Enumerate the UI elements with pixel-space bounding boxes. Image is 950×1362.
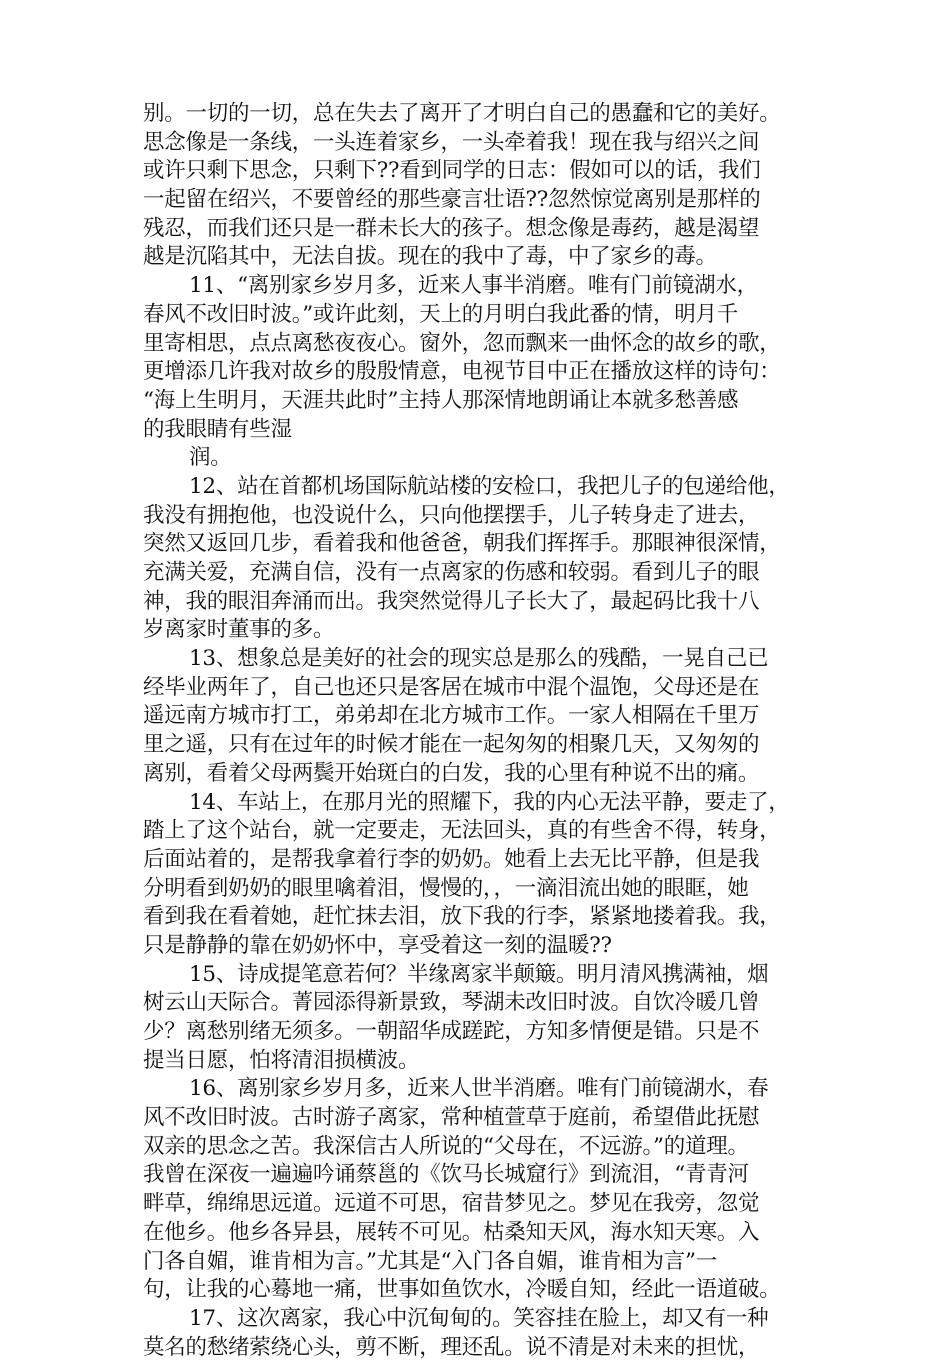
text-line: 风不改旧时波。古时游子离家，常种植萱草于庭前，希望借此抚慰 (143, 1105, 760, 1131)
text-line: 我没有拥抱他，也没说什么，只向他摆摆手，儿子转身走了进去， (143, 502, 760, 528)
text-line: 16、离别家乡岁月多，近来人世半消磨。唯有门前镜湖水，春 (189, 1076, 769, 1102)
text-line: “海上生明月，天涯共此时”主持人那深情地朗诵让本就多愁善感 (143, 387, 739, 413)
text-line: 离别，看着父母两鬓开始斑白的白发，我的心里有种说不出的痛。 (143, 760, 760, 786)
text-line: 越是沉陷其中，无法自拔。现在的我中了毒，中了家乡的毒。 (143, 244, 717, 270)
text-line: 里之遥，只有在过年的时候才能在一起匆匆的相聚几天，又匆匆的 (143, 732, 760, 758)
text-line: 后面站着的，是帮我拿着行李的奶奶。她看上去无比平静，但是我 (143, 846, 760, 872)
text-line: 里寄相思，点点离愁夜夜心。窗外，忽而飘来一曲怀念的故乡的歌， (143, 330, 781, 356)
text-line: 突然又返回几步，看着我和他爸爸，朝我们挥挥手。那眼神很深情， (143, 531, 781, 557)
text-line: 经毕业两年了，自己也还只是客居在城市中混个温饱，父母还是在 (143, 674, 760, 700)
text-line: 少？离愁别绪无须多。一朝韶华成蹉跎，方知多情便是错。只是不 (143, 1019, 760, 1044)
text-line: 只是静静的靠在奶奶怀中，享受着这一刻的温暖?? (143, 932, 612, 958)
text-line: 畔草，绵绵思远道。远道不可思，宿昔梦见之。梦见在我旁，忽觉 (143, 1191, 760, 1217)
text-line: 12、站在首都机场国际航站楼的安检口，我把儿子的包递给他， (189, 473, 790, 499)
text-line: 14、车站上，在那月光的照耀下，我的内心无法平静，要走了， (189, 789, 790, 815)
text-line: 润。 (189, 445, 232, 471)
text-line: 看到我在看着她，赶忙抹去泪，放下我的行李，紧紧地搂着我。我， (143, 904, 781, 930)
text-line: 分明看到奶奶的眼里噙着泪，慢慢的，，一滴泪流出她的眼眶，她 (143, 875, 749, 901)
text-line: 句，让我的心蓦地一痛，世事如鱼饮水，冷暖自知，经此一语道破。 (143, 1277, 781, 1303)
text-line: 门各自媚，谁肯相为言。”尤其是“入门各自媚，谁肯相为言”一 (143, 1248, 717, 1274)
text-line: 树云山天际合。菁园添得新景致，琴湖未改旧时波。自饮冷暖几曾 (143, 990, 760, 1016)
body-text (143, 100, 843, 1362)
text-line: 的我眼睛有些湿 (143, 416, 292, 442)
text-line: 充满关爱，充满自信，没有一点离家的伤感和较弱。看到儿子的眼 (143, 560, 760, 585)
text-line: 11、“离别家乡岁月多，近来人事半消磨。唯有门前镜湖水， (189, 273, 758, 299)
text-line: 17、这次离家，我心中沉甸甸的。笑容挂在脸上，却又有一种 (189, 1305, 769, 1331)
text-line: 提当日愿，怕将清泪损横波。 (143, 1047, 420, 1073)
text-line: 踏上了这个站台，就一定要走，无法回头，真的有些舍不得，转身， (143, 818, 781, 844)
text-line: 遥远南方城市打工，弟弟却在北方城市工作。一家人相隔在千里万 (143, 703, 760, 729)
text-line: 残忍，而我们还只是一群未长大的孩子。想念像是毒药，越是渴望 (143, 215, 760, 241)
text-line: 15、诗成提笔意若何？半缘离家半颠簸。明月清风携满袖，烟 (189, 961, 769, 987)
text-line: 或许只剩下思念，只剩下??看到同学的日志：假如可以的话，我们 (143, 158, 761, 184)
text-line: 岁离家时董事的多。 (143, 617, 335, 643)
text-line: 莫名的愁绪萦绕心头，剪不断，理还乱。说不清是对未来的担忧， (143, 1334, 760, 1360)
text-line: 思念像是一条线，一头连着家乡，一头牵着我！现在我与绍兴之间 (143, 129, 760, 155)
text-line: 双亲的思念之苦。我深信古人所说的“父母在，不远游。”的道理。 (143, 1133, 749, 1159)
text-line: 神，我的眼泪奔涌而出。我突然觉得儿子长大了，最起码比我十八 (143, 588, 760, 614)
text-line: 更增添几许我对故乡的殷殷情意，电视节目中正在播放这样的诗句： (143, 359, 781, 385)
text-line: 13、想象总是美好的社会的现实总是那么的残酷，一晃自己已 (189, 646, 769, 672)
text-line: 别。一切的一切，总在失去了离开了才明白自己的愚蠢和它的美好。 (143, 101, 781, 126)
text-line: 我曾在深夜一遍遍吟诵蔡邕的《饮马长城窟行》到流泪，“青青河 (143, 1162, 749, 1188)
text-line: 春风不改旧时波。”或许此刻，天上的月明白我此番的情，明月千 (143, 301, 738, 327)
text-line: 在他乡。他乡各异县，展转不可见。枯桑知天风，海水知天寒。入 (143, 1219, 760, 1245)
text-line: 一起留在绍兴，不要曾经的那些豪言壮语??忽然惊觉离别是那样的 (143, 187, 761, 213)
